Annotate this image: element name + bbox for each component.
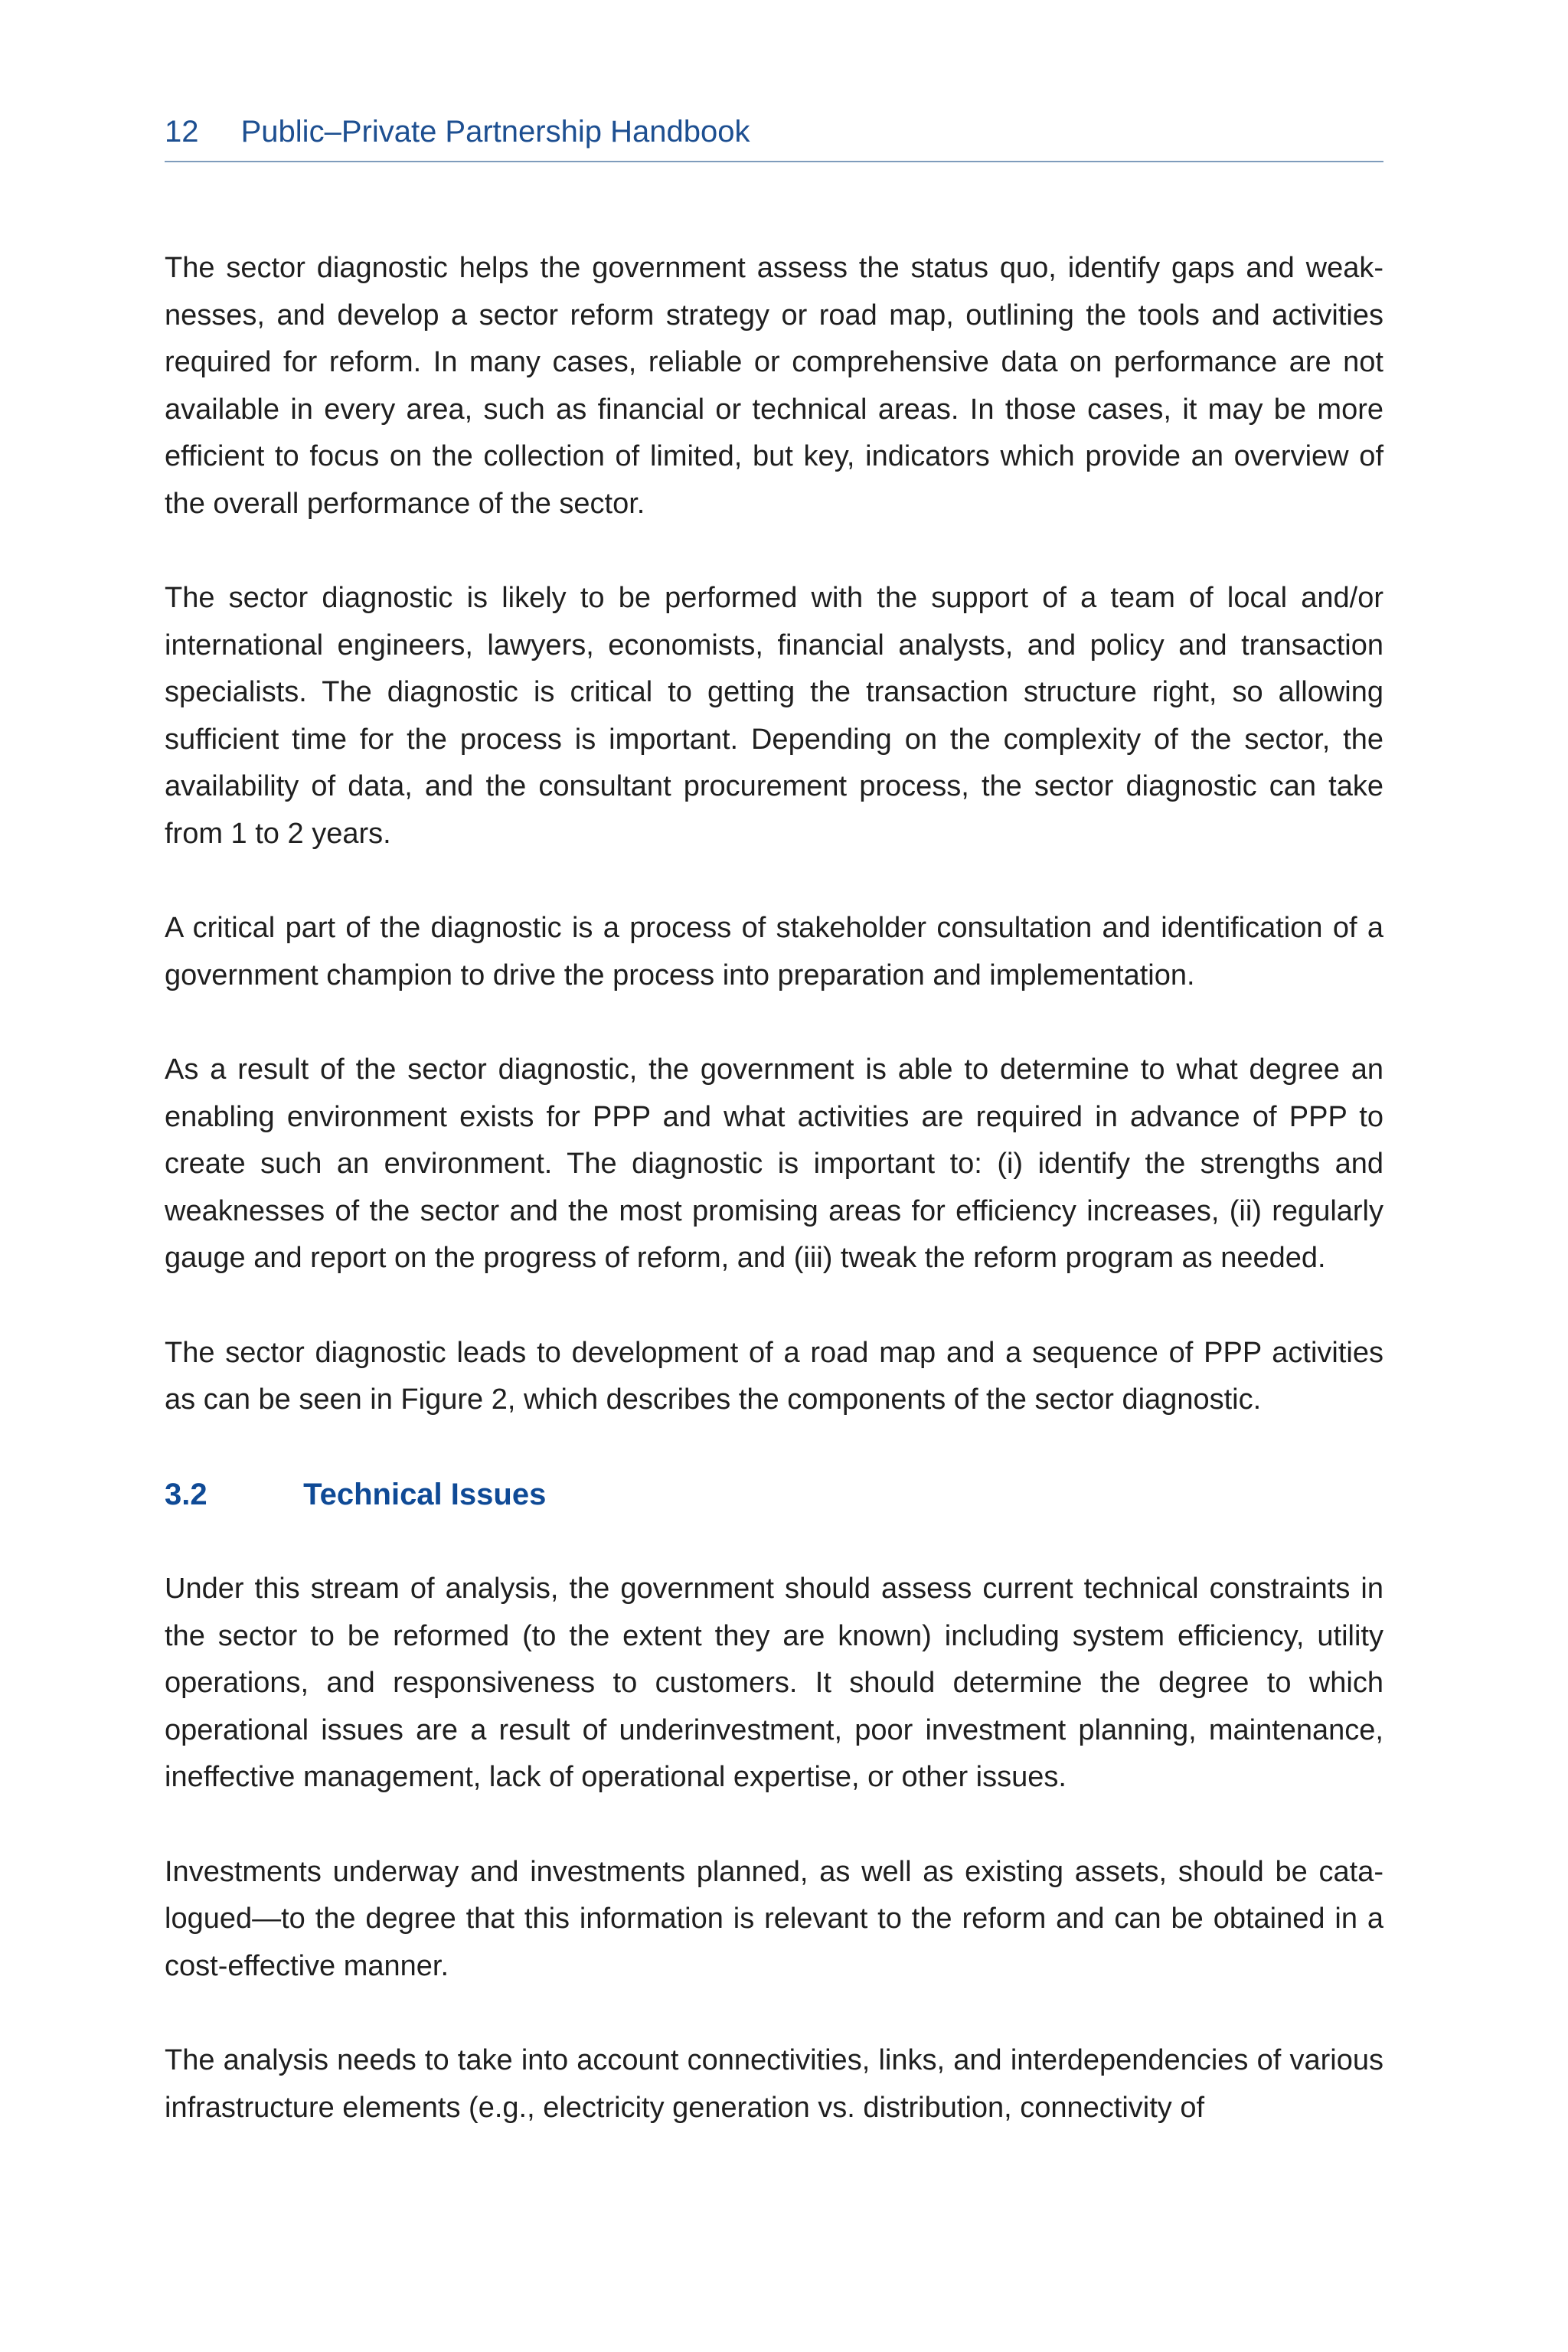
page-number: 12 bbox=[165, 115, 199, 149]
body-paragraph: The sector diagnostic helps the government assess the status quo, identify gaps and weaknesses, and develop a sector reform strategy or road map, outlining the tools and activities required for reform. In many cases, reliable or comprehensive data on performance are not available in every area, such as financial or technical areas. In those cases, it may be more efficient to focus on the collection of limited, but key, indicators which provide an overview of the overall performance of the sector. bbox=[165, 252, 1383, 520]
body-paragraph: A critical part of the diagnostic is a process of stakeholder consultation and identification of a government champion to drive the process into preparation and implementation. bbox=[165, 912, 1383, 991]
body-paragraph: The sector diagnostic is likely to be performed with the support of a team of local and/or international engineers, lawyers, economists, financial analysts, and policy and transaction specialists. The diagnostic is critical to getting the transaction structure right, so allowing sufficient time for the process is important. Depending on the complexity of the sector, the availability of data, and the consultant procurement process, the sector diagnostic can take from 1 to 2 years. bbox=[165, 582, 1383, 850]
section-heading bbox=[165, 1472, 1383, 1519]
section-number: 3.2 bbox=[165, 1477, 207, 1511]
body-paragraph: As a result of the sector diagnostic, the government is able to determine to what degree an enabling environment exists for PPP and what activities are required in advance of PPP to create such an environment. The diagnostic is important to: (i) identify the strengths and weaknesses of the sector and the most promising areas for efficiency increases, (ii) regularly gauge and report on the progress of reform, and (iii) tweak the reform program as needed. bbox=[165, 1054, 1383, 1274]
book-title: Public–Private Partnership Handbook bbox=[240, 115, 750, 149]
body-paragraph: The sector diagnostic leads to development of a road map and a sequence of PPP activities as can be seen in Figure 2, which describes the components of the sector diagnostic. bbox=[165, 1336, 1383, 1416]
body-paragraph: Investments underway and investments planned, as well as existing assets, should be catalogued—to the degree that this information is relevant to the reform and can be obtained in a cost-effective manner. bbox=[165, 1855, 1383, 1982]
body-paragraph: Under this stream of analysis, the government should assess current technical constraints in the sector to be reformed (to the extent they are known) including system efficiency, utility operations, and responsiveness to customers. It should determine the degree to which operational issues are a result of underinvestment, poor investment planning, maintenance, ineffective management, lack of operational expertise, or other issues. bbox=[165, 1573, 1383, 1793]
section-title: Technical Issues bbox=[303, 1477, 547, 1511]
page-content bbox=[165, 245, 1383, 2132]
body-paragraph: The analysis needs to take into account connectivities, links, and interdependencies of various infrastructure elements (e.g., electricity generation vs. distribution, connectivity of bbox=[165, 2044, 1383, 2124]
running-header bbox=[165, 112, 1383, 162]
